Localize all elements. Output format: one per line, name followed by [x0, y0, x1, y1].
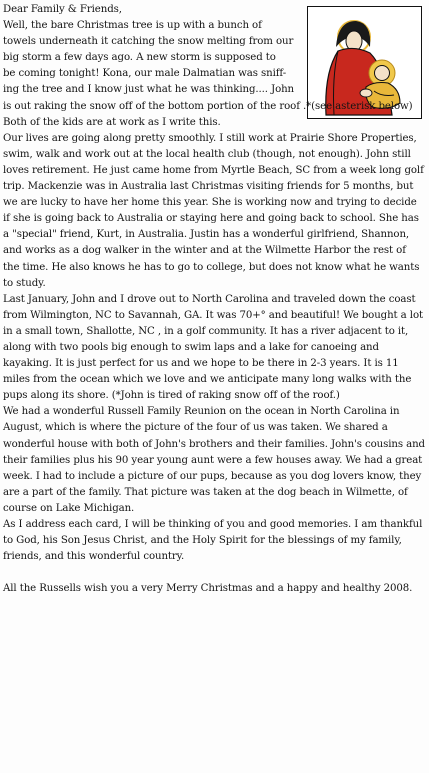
intro-paragraph-rest: is out raking the snow off of the bottom portion of the roof .*(see asterisk below) Both of the kids are at work as I write this. — [3, 100, 413, 128]
closing-wish: All the Russells wish you a very Merry Christmas and a happy and healthy 2008. — [3, 583, 413, 595]
intro-line: be coming tonight! Kona, our male Dalmatian was sniff- — [3, 68, 287, 80]
letter-body — [3, 2, 425, 597]
intro-line: ing the tree and I know just what he was thinking.... John — [3, 84, 295, 96]
paragraph-north-carolina: Last January, John and I drove out to North Carolina and traveled down the coast from Wilmington, NC to Savannah, GA. It was 70+° and beautiful! We bought a lot in a small town, Shallotte, NC , in a golf community. It has a river adjacent to it, along with two pools big enough to swim laps and a lake for canoeing and kayaking. It is just perfect for us and we hope to be there in 2-3 years. It is 11 miles from the ocean which we love and we anticipate many long walks with the pups along its shore. (*John is tired of raking snow off of the roof.) — [3, 293, 423, 402]
salutation: Dear Family & Friends, — [3, 4, 122, 15]
intro-line: big storm a few days ago. A new storm is supposed to — [3, 52, 276, 64]
paragraph-reunion: We had a wonderful Russell Family Reunion on the ocean in North Carolina in August, which is where the picture of the four of us was taken. We shared a wonderful house with both of John's brothers and their families. John's cousins and their families plus his 90 year young aunt were a few houses away. We had a great week. I had to include a picture of our pups, because as you dog lovers know, they are a part of the family. That picture was taken at the dog beach in Wilmette, of course on Lake Michigan. — [3, 406, 425, 514]
intro-line: Well, the bare Christmas tree is up with a bunch of — [3, 20, 262, 32]
paragraph-family-news: Our lives are going along pretty smoothly. I still work at Prairie Shore Properties, swim, walk and work out at the local health club (though, not enough). John still loves retirement. He just came home from Myrtle Beach, SC from a week long golf trip. Mackenzie was in Australia last Christmas visiting friends for 5 months, but we are lucky to have her home this year. She is working now and trying to decide if she is going back to Australia or staying here and going back to school. She has a "special" friend, Kurt, in Australia. Justin has a wonderful girlfriend, Shannon, and works as a dog walker in the winter and at the Wilmette Harbor the rest of the time. He also knows he has to go to college, but does not know what he wants to study. — [3, 132, 424, 289]
intro-line: towels underneath it catching the snow melting from our — [3, 36, 294, 48]
paragraph-thanks: As I address each card, I will be thinking of you and good memories. I am thankful to God, his Son Jesus Christ, and the Holy Spirit for the blessings of my family, friends, and this wonderful country. — [3, 519, 423, 563]
